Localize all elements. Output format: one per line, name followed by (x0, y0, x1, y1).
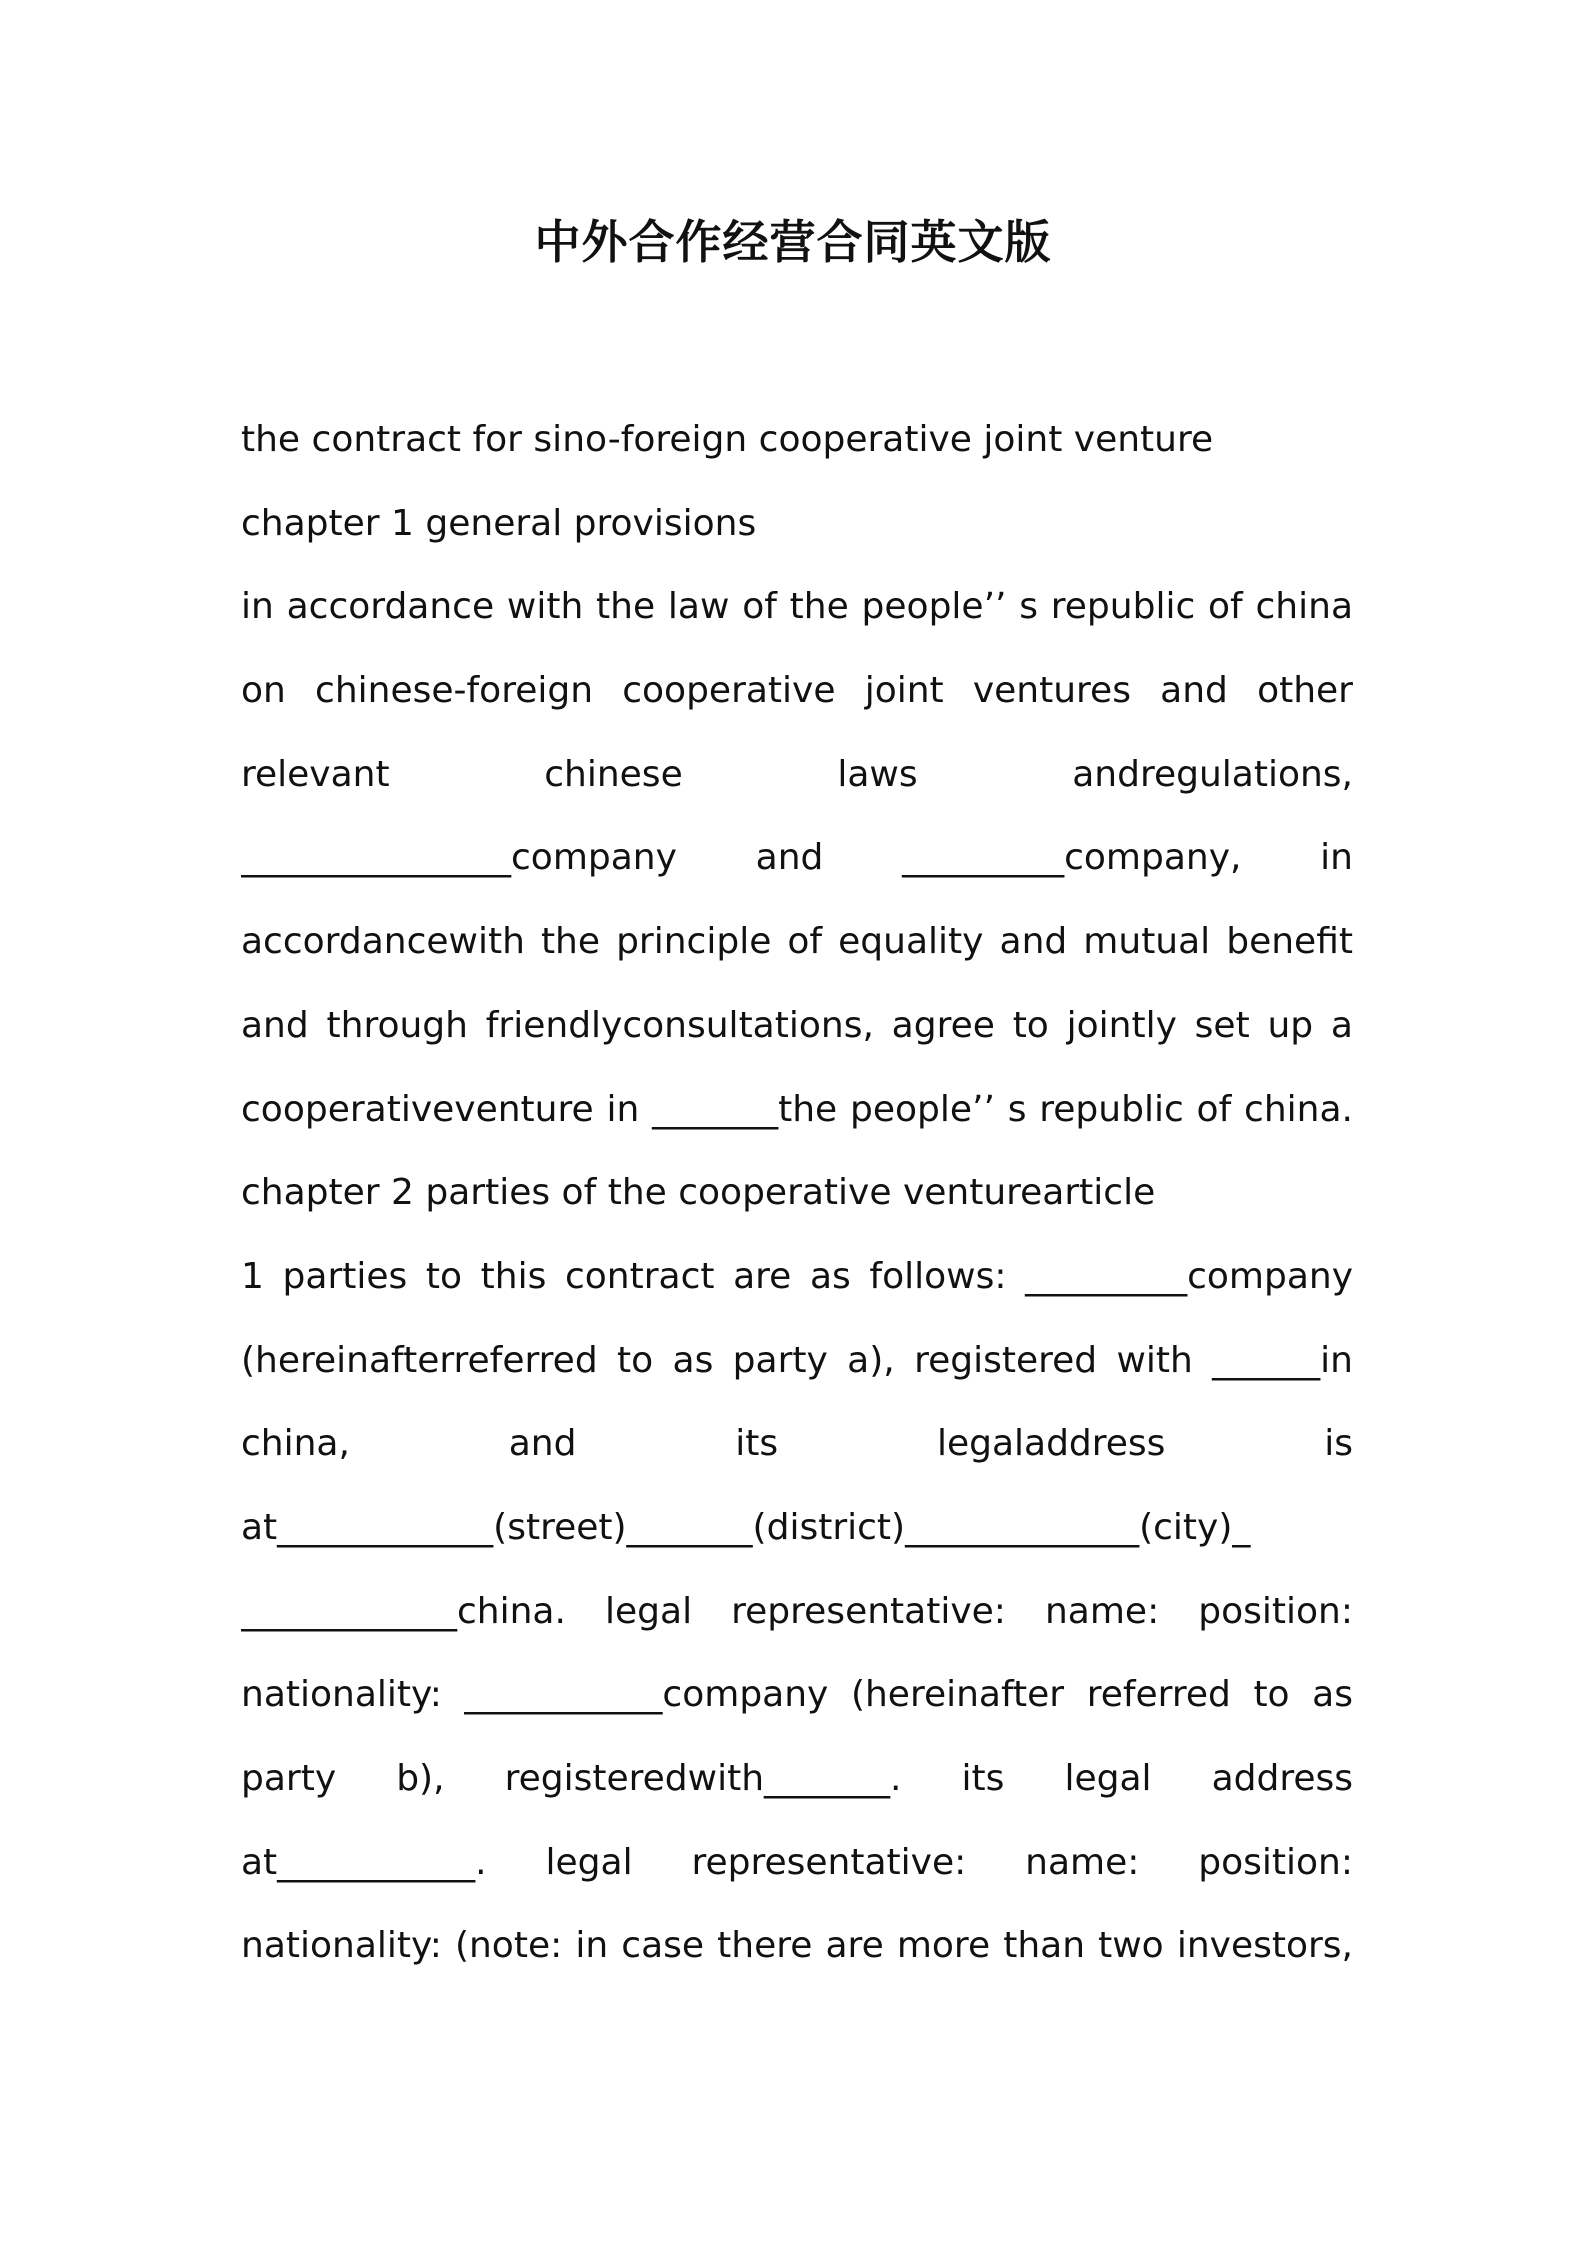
body-line: relevant chinese laws andregulations, (241, 753, 1353, 795)
document-title: 中外合作经营合同英文版 (534, 215, 1052, 269)
body-line: (hereinafterreferred to as party a), registered with ______in (241, 1339, 1353, 1381)
body-line: accordancewith the principle of equality and mutual benefit (241, 921, 1353, 963)
body-line: in accordance with the law of the people’’ s republic of china (241, 586, 1353, 628)
body-line: on chinese-foreign cooperative joint ventures and other (241, 670, 1353, 712)
body-line: at____________(street)_______(district)_____________(city)_ (241, 1506, 1251, 1548)
body-line: nationality: (note: in case there are more than two investors, (241, 1925, 1353, 1967)
body-line: nationality: ___________company (hereinafter referred to as (241, 1674, 1353, 1716)
body-line: cooperativeventure in _______the people’’ s republic of china. (241, 1088, 1353, 1130)
body-line: _______________company and _________company, in (241, 837, 1353, 879)
body-line: and through friendlyconsultations, agree to jointly set up a (241, 1004, 1353, 1046)
body-line: 1 parties to this contract are as follows: _________company (241, 1255, 1353, 1297)
body-line: chapter 2 parties of the cooperative venturearticle (241, 1172, 1156, 1214)
document-body (241, 408, 1353, 1998)
body-line: chapter 1 general provisions (241, 502, 757, 544)
body-line: ____________china. legal representative: name: position: (241, 1590, 1353, 1632)
body-line: at___________. legal representative: name: position: (241, 1841, 1353, 1883)
body-line: china, and its legaladdress is (241, 1423, 1353, 1465)
body-line: party b), registeredwith_______. its legal address (241, 1758, 1353, 1799)
body-line: the contract for sino-foreign cooperative joint venture (241, 419, 1214, 460)
